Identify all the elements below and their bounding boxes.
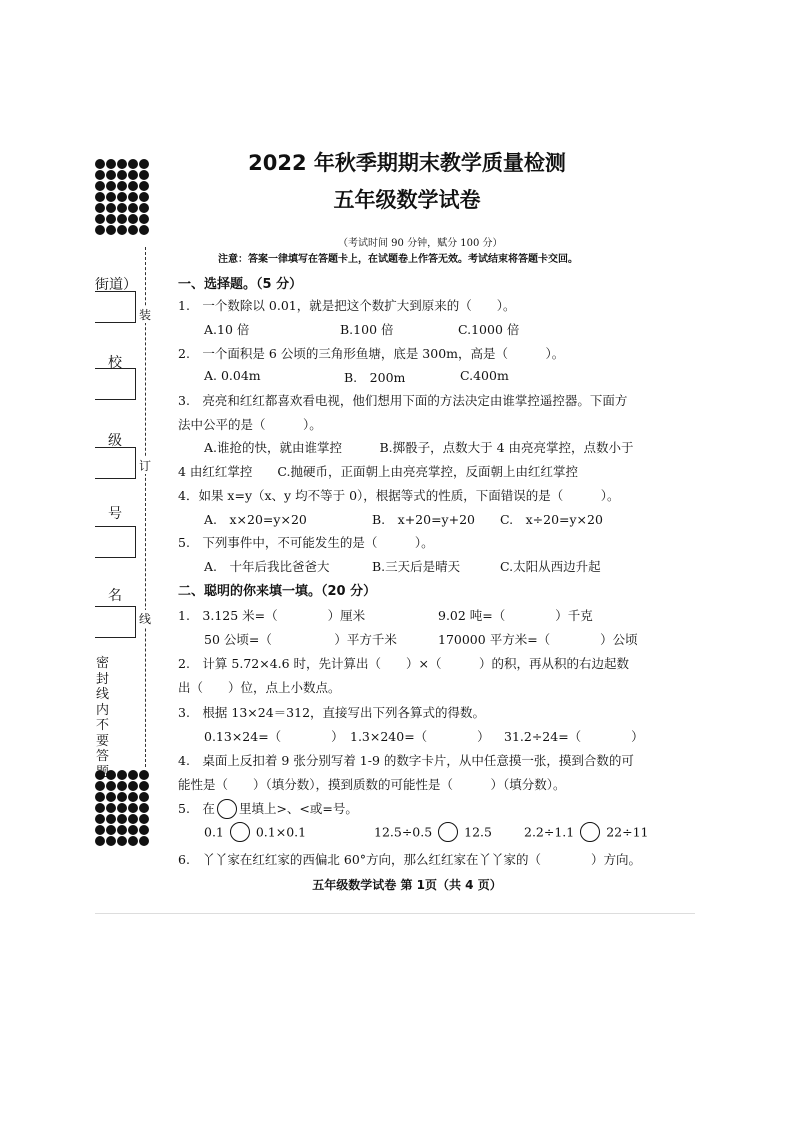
q2-5-a-left: 0.1 <box>204 824 224 840</box>
q2-3-stem: 3. 根据 13×24＝312，直接写出下列各算式的得数。 <box>178 705 486 720</box>
q1-4-option-b: B. x+20=y+20 <box>372 512 476 527</box>
binding-dot <box>95 836 105 846</box>
q2-3-item-a: 0.13×24=（ ） <box>204 729 344 744</box>
q1-2-option-b: B. 200m <box>344 370 406 385</box>
binding-dot <box>128 803 138 813</box>
q2-2-line1: 2. 计算 5.72×4.6 时，先计算出（ ）×（ ）的积，再从积的右边起数 <box>178 656 630 671</box>
binding-dot <box>128 792 138 802</box>
q2-5-a-right: 0.1×0.1 <box>255 824 307 840</box>
binding-dot <box>128 836 138 846</box>
page-bottom-rule <box>95 913 695 914</box>
q2-6-stem: 6. 丫丫家在红红家的西偏北 60°方向，那么红红家在丫丫家的（ ）方向。 <box>178 852 642 867</box>
bind-char-xian: 线 <box>139 612 152 626</box>
exam-info: （考试时间 90 分钟，赋分 100 分） <box>338 238 503 249</box>
binding-dashed-line <box>145 247 146 767</box>
q2-3-item-b: 1.3×240=（ ） <box>350 729 490 744</box>
binding-dot <box>106 792 116 802</box>
q2-5-c-left: 2.2÷1.1 <box>524 824 575 840</box>
binding-dot <box>106 214 116 224</box>
binding-dot <box>139 814 149 824</box>
answer-circle-b[interactable] <box>438 822 458 842</box>
q1-4-option-c: C. x÷20=y×20 <box>500 512 603 527</box>
binding-dot <box>117 214 127 224</box>
binding-dot <box>106 825 116 835</box>
binding-dot <box>139 825 149 835</box>
binding-dot <box>139 803 149 813</box>
q1-1-stem: 1. 一个数除以 0.01，就是把这个数扩大到原来的（ ）。 <box>178 298 516 313</box>
compare-circle-icon <box>217 799 237 819</box>
side-label-school: 校 <box>108 355 122 371</box>
bind-char-zhuang: 装 <box>139 308 152 322</box>
q2-5-b-left: 12.5÷0.5 <box>374 824 433 840</box>
side-label-street: 街道） <box>95 277 137 293</box>
q1-5-option-a: A. 十年后我比爸爸大 <box>204 559 330 574</box>
binding-dot <box>106 836 116 846</box>
side-field-school[interactable] <box>95 368 136 400</box>
q2-5-item-a <box>204 823 306 843</box>
binding-dot <box>117 770 127 780</box>
binding-dot <box>139 214 149 224</box>
binding-dots-bottom <box>95 770 149 846</box>
q2-3-item-c: 31.2÷24=（ ） <box>504 729 644 744</box>
q1-2-stem: 2. 一个面积是 6 公顷的三角形鱼塘，底是 300m，高是（ ）。 <box>178 346 565 361</box>
exam-subtitle: 五年级数学试卷 <box>333 188 481 212</box>
q1-5-option-b: B.三天后是晴天 <box>372 559 461 574</box>
q1-2-option-c: C.400m <box>460 368 509 383</box>
q1-1-option-a: A.10 倍 <box>204 322 250 337</box>
answer-circle-c[interactable] <box>580 822 600 842</box>
binding-dot <box>117 814 127 824</box>
binding-dot <box>128 814 138 824</box>
exam-title: 2022 年秋季期期末教学质量检测 <box>248 151 566 175</box>
side-field-street[interactable] <box>95 291 136 323</box>
q1-4-stem: 4．如果 x=y（x、y 均不等于 0），根据等式的性质，下面错误的是（ ）。 <box>178 488 620 503</box>
q1-1-option-b: B.100 倍 <box>340 322 394 337</box>
page-footer: 五年级数学试卷 第 1页（共 4 页） <box>312 878 502 892</box>
binding-dot <box>128 225 138 235</box>
q1-3-options-line1: A.谁抢的快，就由谁掌控 B.掷骰子，点数大于 4 由亮亮掌控，点数小于 <box>204 440 634 455</box>
binding-dot <box>139 781 149 791</box>
q2-2-line2: 出（ ）位，点上小数点。 <box>178 680 341 695</box>
side-field-class[interactable] <box>95 447 136 479</box>
q2-5-b-right: 12.5 <box>464 824 492 840</box>
q2-4-line1: 4. 桌面上反扣着 9 张分别写着 1-9 的数字卡片，从中任意摸一张，摸到合数的可 <box>178 753 634 768</box>
q2-4-line2: 能性是（ ）（填分数），摸到质数的可能性是（ ）（填分数）。 <box>178 777 566 792</box>
binding-dot <box>106 803 116 813</box>
q1-1-option-c: C.1000 倍 <box>458 322 520 337</box>
q2-1-line2b: 170000 平方米=（ ）公顷 <box>438 632 638 647</box>
side-label-number: 号 <box>108 506 122 522</box>
binding-dot <box>128 781 138 791</box>
q2-5-stem-pre: 5. 在 <box>178 801 215 816</box>
binding-dot <box>95 792 105 802</box>
binding-dot <box>95 225 105 235</box>
side-field-number[interactable] <box>95 526 136 558</box>
binding-dot <box>95 803 105 813</box>
binding-dot <box>128 825 138 835</box>
binding-dot <box>139 792 149 802</box>
binding-dot <box>95 825 105 835</box>
binding-dot <box>106 814 116 824</box>
q1-3-stem-line1: 3. 亮亮和红红都喜欢看电视，他们想用下面的方法决定由谁掌控遥控器。下面方 <box>178 393 628 408</box>
binding-dot <box>95 781 105 791</box>
side-label-class: 级 <box>108 433 122 449</box>
q2-5-c-right: 22÷11 <box>606 824 649 840</box>
binding-dot <box>117 225 127 235</box>
q2-5-stem <box>178 799 358 820</box>
binding-dot <box>117 792 127 802</box>
bind-char-ding: 订 <box>139 459 152 473</box>
binding-dot <box>128 770 138 780</box>
binding-dot <box>106 781 116 791</box>
q1-4-option-a: A. x×20=y×20 <box>204 512 307 527</box>
q2-5-item-b <box>374 823 492 843</box>
q2-1-line2a: 50 公顷=（ ）平方千米 <box>204 632 397 647</box>
q1-5-option-c: C.太阳从西边升起 <box>500 559 601 574</box>
side-label-name: 名 <box>108 588 122 604</box>
binding-dot <box>128 214 138 224</box>
binding-dot <box>117 836 127 846</box>
q2-1-line1a: 1. 3.125 米=（ ）厘米 <box>178 608 366 623</box>
q1-2-option-a: A. 0.04m <box>204 368 261 383</box>
section2-heading: 二、聪明的你来填一填。（20 分） <box>178 584 377 599</box>
binding-dot <box>139 225 149 235</box>
section1-heading: 一、选择题。（5 分） <box>178 277 303 292</box>
binding-dot <box>106 225 116 235</box>
binding-dot <box>139 836 149 846</box>
side-field-name[interactable] <box>95 606 136 638</box>
binding-dot <box>95 214 105 224</box>
q2-1-line1b: 9.02 吨=（ ）千克 <box>438 608 593 623</box>
exam-notice: 注意：答案一律填写在答题卡上，在试题卷上作答无效。考试结束将答题卡交回。 <box>218 254 578 265</box>
binding-dot <box>117 781 127 791</box>
binding-dot <box>139 770 149 780</box>
q2-5-stem-post: 里填上>、<或=号。 <box>238 801 358 816</box>
binding-dot <box>117 825 127 835</box>
q1-5-stem: 5. 下列事件中，不可能发生的是（ ）。 <box>178 535 434 550</box>
answer-circle-a[interactable] <box>230 822 250 842</box>
seal-warning: 密封线内不要答题 <box>96 656 110 780</box>
q1-3-options-line2: 4 由红红掌控 C.抛硬币，正面朝上由亮亮掌控，反面朝上由红红掌控 <box>178 464 579 479</box>
q1-3-stem-line2: 法中公平的是（ ）。 <box>178 417 322 432</box>
binding-dot <box>117 803 127 813</box>
q2-5-item-c <box>524 823 649 843</box>
binding-dot <box>95 814 105 824</box>
